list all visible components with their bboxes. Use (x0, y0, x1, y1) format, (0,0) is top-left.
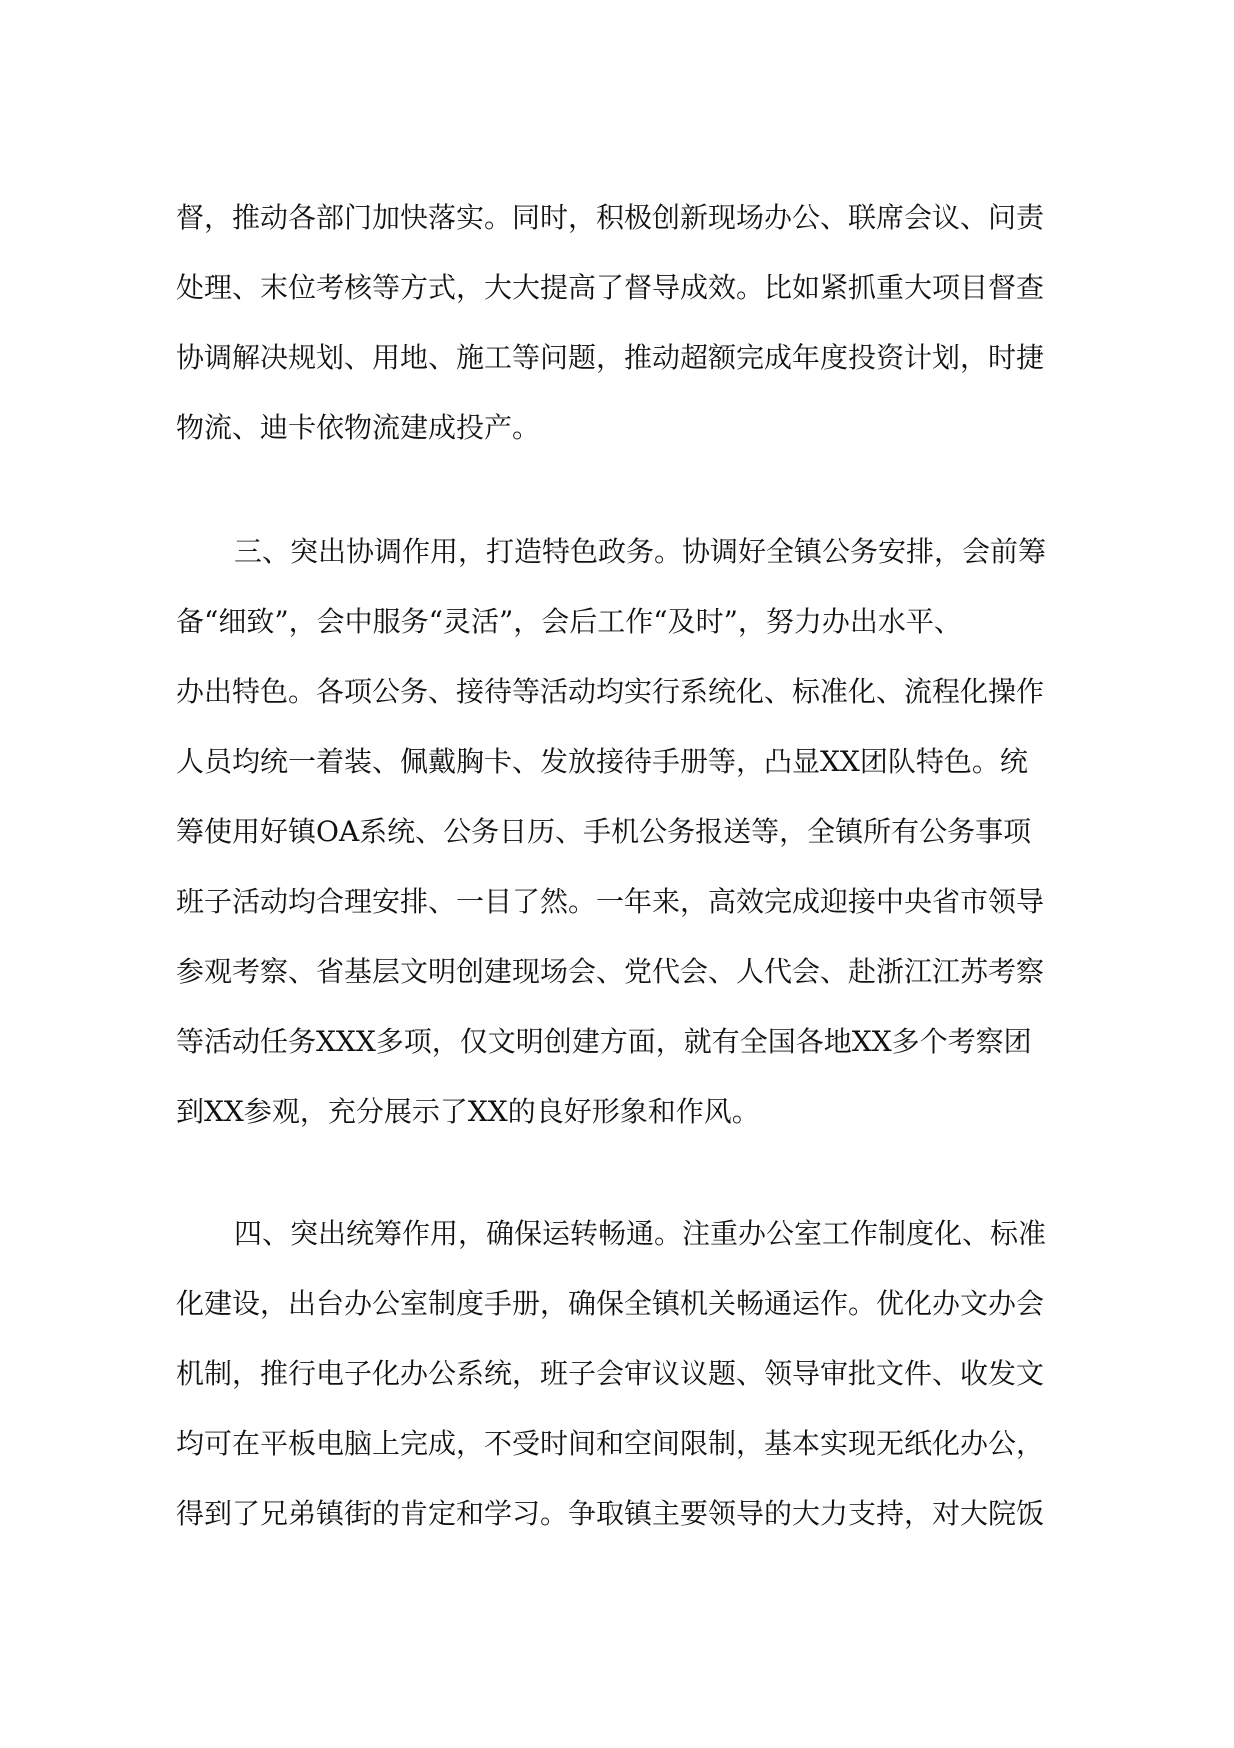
text-line-12: 等活动任务XXX多项，仅文明创建方面，就有全国各地XX多个考察团 (176, 1025, 1032, 1058)
paragraph-3-heading-line: 三、突出协调作用，打造特色政务。协调好全镇公务安排，会前筹 (234, 535, 1047, 568)
text-line-9: 筹使用好镇OA系统、公务日历、手机公务报送等，全镇所有公务事项 (176, 815, 1032, 848)
text-line-16: 机制，推行电子化办公系统，班子会审议议题、领导审批文件、收发文 (176, 1357, 1045, 1390)
text-line-18: 得到了兄弟镇街的肯定和学习。争取镇主要领导的大力支持，对大院饭 (176, 1497, 1045, 1530)
text-line-10: 班子活动均合理安排、一目了然。一年来，高效完成迎接中央省市领导 (176, 885, 1045, 918)
text-line-11: 参观考察、省基层文明创建现场会、党代会、人代会、赴浙江江苏考察 (176, 955, 1045, 988)
text-line-1: 督，推动各部门加快落实。同时，积极创新现场办公、联席会议、问责 (176, 201, 1045, 234)
text-line-4: 物流、迪卡依物流建成投产。 (176, 411, 541, 444)
text-line-2: 处理、末位考核等方式，大大提高了督导成效。比如紧抓重大项目督查 (176, 271, 1045, 304)
text-line-8: 人员均统一着装、佩戴胸卡、发放接待手册等，凸显XX团队特色。统 (176, 745, 1028, 778)
text-line-3: 协调解决规划、用地、施工等问题，推动超额完成年度投资计划，时捷 (176, 341, 1045, 374)
text-line-7: 办出特色。各项公务、接待等活动均实行系统化、标准化、流程化操作 (176, 675, 1045, 708)
text-line-15: 化建设，出台办公室制度手册，确保全镇机关畅通运作。优化办文办会 (176, 1287, 1045, 1320)
paragraph-4-heading-line: 四、突出统筹作用，确保运转畅通。注重办公室工作制度化、标准 (234, 1217, 1047, 1250)
text-line-6: 备“细致”，会中服务“灵活”，会后工作“及时”，努力办出水平、 (176, 605, 962, 638)
text-line-13: 到XX参观，充分展示了XX的良好形象和作风。 (176, 1095, 760, 1128)
text-line-17: 均可在平板电脑上完成，不受时间和空间限制，基本实现无纸化办公， (176, 1427, 1045, 1460)
